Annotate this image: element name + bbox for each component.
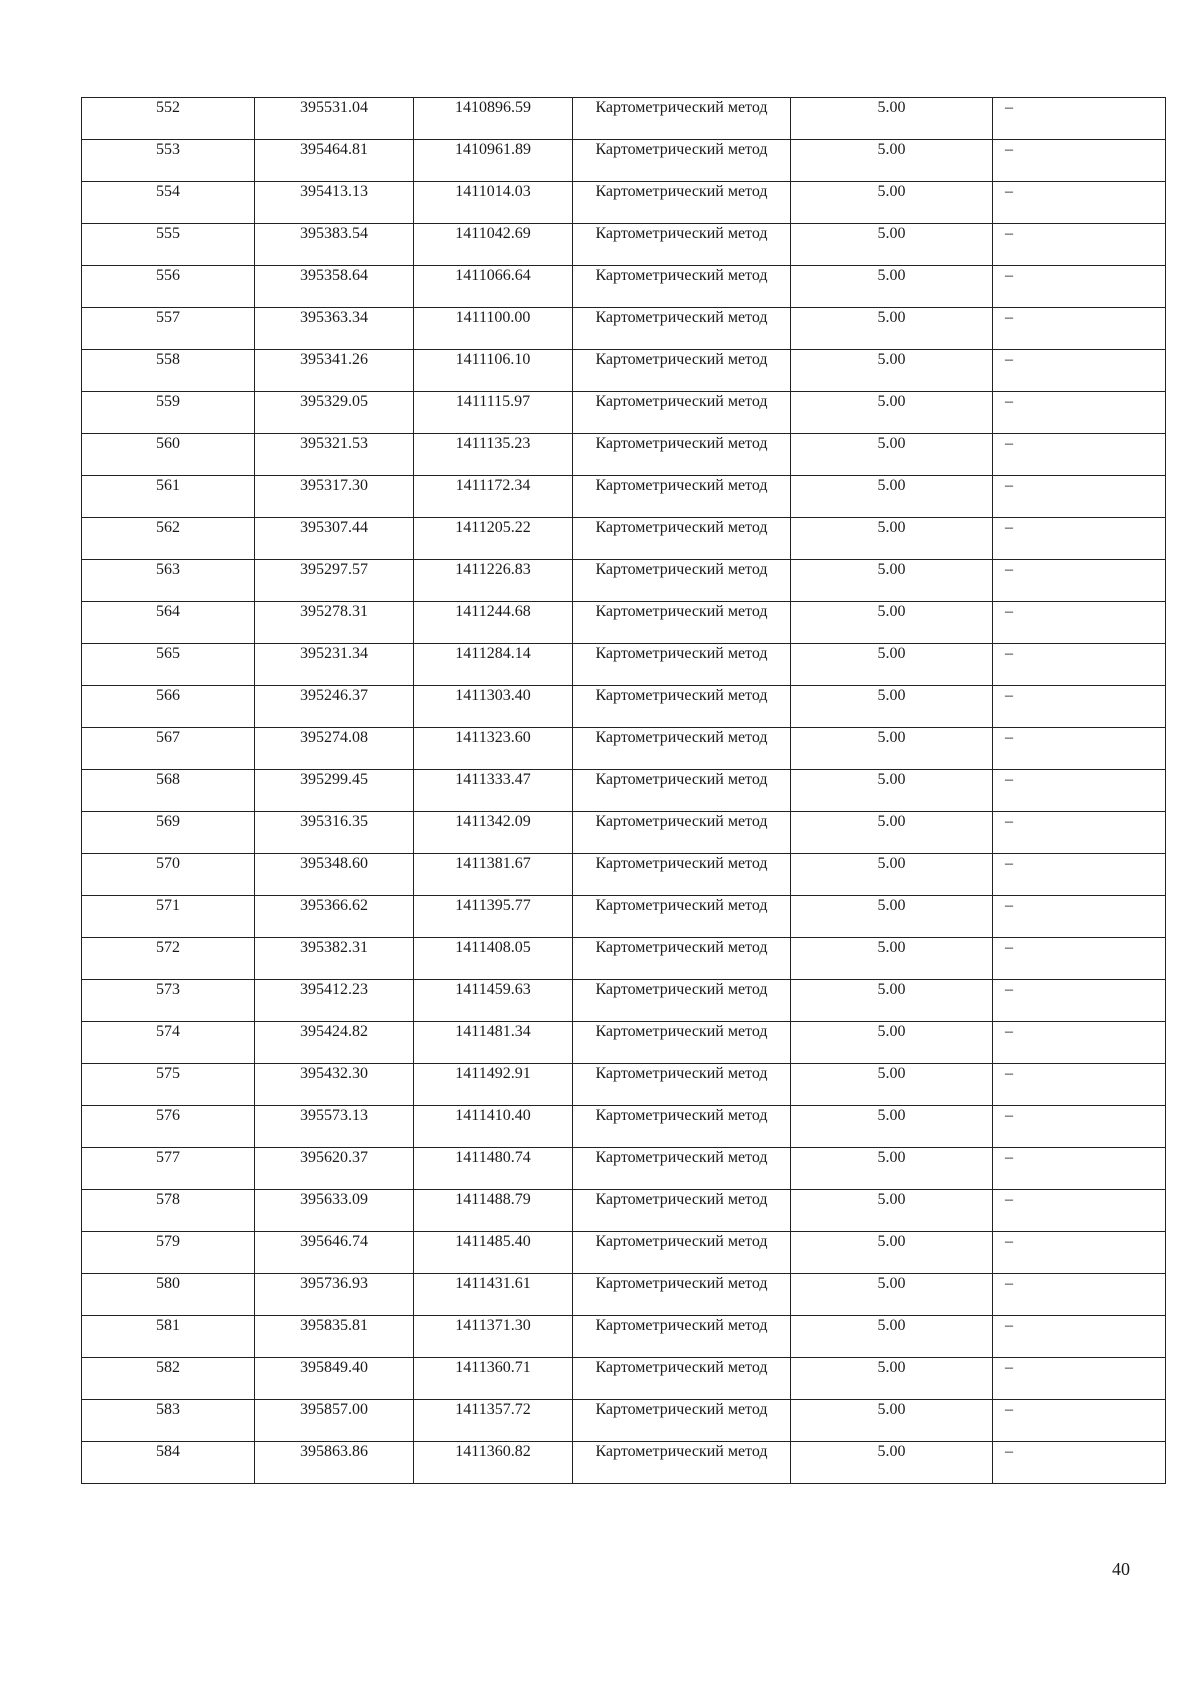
description-cell: – — [993, 1316, 1166, 1358]
method-cell: Картометрический метод — [573, 770, 791, 812]
description-cell: – — [993, 686, 1166, 728]
description-cell: – — [993, 1106, 1166, 1148]
x-coordinate-cell: 395366.62 — [255, 896, 414, 938]
description-cell: – — [993, 1358, 1166, 1400]
description-cell: – — [993, 350, 1166, 392]
description-cell: – — [993, 1064, 1166, 1106]
x-coordinate-cell: 395573.13 — [255, 1106, 414, 1148]
table-row — [82, 1274, 1166, 1316]
description-cell: – — [993, 896, 1166, 938]
y-coordinate-cell: 1411408.05 — [414, 938, 573, 980]
description-cell: – — [993, 434, 1166, 476]
description-cell: – — [993, 812, 1166, 854]
method-cell: Картометрический метод — [573, 560, 791, 602]
description-cell: – — [993, 308, 1166, 350]
description-cell: – — [993, 392, 1166, 434]
point-number-cell: 562 — [82, 518, 255, 560]
method-cell: Картометрический метод — [573, 1106, 791, 1148]
table-row — [82, 308, 1166, 350]
x-coordinate-cell: 395274.08 — [255, 728, 414, 770]
table-row — [82, 896, 1166, 938]
method-cell: Картометрический метод — [573, 434, 791, 476]
accuracy-cell: 5.00 — [791, 644, 993, 686]
table-row — [82, 1106, 1166, 1148]
point-number-cell: 566 — [82, 686, 255, 728]
table-row — [82, 98, 1166, 140]
method-cell: Картометрический метод — [573, 266, 791, 308]
method-cell: Картометрический метод — [573, 686, 791, 728]
table-row — [82, 980, 1166, 1022]
y-coordinate-cell: 1411481.34 — [414, 1022, 573, 1064]
y-coordinate-cell: 1411342.09 — [414, 812, 573, 854]
accuracy-cell: 5.00 — [791, 812, 993, 854]
accuracy-cell: 5.00 — [791, 1148, 993, 1190]
accuracy-cell: 5.00 — [791, 1442, 993, 1484]
accuracy-cell: 5.00 — [791, 266, 993, 308]
accuracy-cell: 5.00 — [791, 434, 993, 476]
method-cell: Картометрический метод — [573, 644, 791, 686]
y-coordinate-cell: 1411431.61 — [414, 1274, 573, 1316]
description-cell: – — [993, 854, 1166, 896]
y-coordinate-cell: 1411226.83 — [414, 560, 573, 602]
y-coordinate-cell: 1411492.91 — [414, 1064, 573, 1106]
x-coordinate-cell: 395341.26 — [255, 350, 414, 392]
point-number-cell: 553 — [82, 140, 255, 182]
y-coordinate-cell: 1411480.74 — [414, 1148, 573, 1190]
table-row — [82, 140, 1166, 182]
description-cell: – — [993, 224, 1166, 266]
point-number-cell: 554 — [82, 182, 255, 224]
y-coordinate-cell: 1411485.40 — [414, 1232, 573, 1274]
x-coordinate-cell: 395317.30 — [255, 476, 414, 518]
table-row — [82, 1148, 1166, 1190]
x-coordinate-cell: 395358.64 — [255, 266, 414, 308]
accuracy-cell: 5.00 — [791, 1274, 993, 1316]
table-row — [82, 350, 1166, 392]
x-coordinate-cell: 395316.35 — [255, 812, 414, 854]
method-cell: Картометрический метод — [573, 1064, 791, 1106]
description-cell: – — [993, 938, 1166, 980]
point-number-cell: 582 — [82, 1358, 255, 1400]
y-coordinate-cell: 1411360.82 — [414, 1442, 573, 1484]
table-row — [82, 644, 1166, 686]
point-number-cell: 560 — [82, 434, 255, 476]
y-coordinate-cell: 1410961.89 — [414, 140, 573, 182]
coordinates-table-body — [82, 98, 1166, 1484]
method-cell: Картометрический метод — [573, 518, 791, 560]
table-row — [82, 1358, 1166, 1400]
point-number-cell: 555 — [82, 224, 255, 266]
coordinates-table — [81, 97, 1166, 1484]
y-coordinate-cell: 1411333.47 — [414, 770, 573, 812]
y-coordinate-cell: 1411100.00 — [414, 308, 573, 350]
table-row — [82, 392, 1166, 434]
method-cell: Картометрический метод — [573, 854, 791, 896]
accuracy-cell: 5.00 — [791, 224, 993, 266]
accuracy-cell: 5.00 — [791, 308, 993, 350]
y-coordinate-cell: 1411172.34 — [414, 476, 573, 518]
x-coordinate-cell: 395633.09 — [255, 1190, 414, 1232]
y-coordinate-cell: 1411205.22 — [414, 518, 573, 560]
y-coordinate-cell: 1411323.60 — [414, 728, 573, 770]
description-cell: – — [993, 1442, 1166, 1484]
point-number-cell: 558 — [82, 350, 255, 392]
method-cell: Картометрический метод — [573, 308, 791, 350]
x-coordinate-cell: 395464.81 — [255, 140, 414, 182]
table-row — [82, 266, 1166, 308]
accuracy-cell: 5.00 — [791, 980, 993, 1022]
x-coordinate-cell: 395432.30 — [255, 1064, 414, 1106]
y-coordinate-cell: 1411042.69 — [414, 224, 573, 266]
y-coordinate-cell: 1411459.63 — [414, 980, 573, 1022]
method-cell: Картометрический метод — [573, 476, 791, 518]
x-coordinate-cell: 395246.37 — [255, 686, 414, 728]
table-row — [82, 770, 1166, 812]
table-row — [82, 1064, 1166, 1106]
accuracy-cell: 5.00 — [791, 1316, 993, 1358]
description-cell: – — [993, 980, 1166, 1022]
accuracy-cell: 5.00 — [791, 602, 993, 644]
y-coordinate-cell: 1411303.40 — [414, 686, 573, 728]
description-cell: – — [993, 1232, 1166, 1274]
point-number-cell: 580 — [82, 1274, 255, 1316]
accuracy-cell: 5.00 — [791, 896, 993, 938]
x-coordinate-cell: 395863.86 — [255, 1442, 414, 1484]
table-row — [82, 182, 1166, 224]
description-cell: – — [993, 770, 1166, 812]
y-coordinate-cell: 1411357.72 — [414, 1400, 573, 1442]
x-coordinate-cell: 395329.05 — [255, 392, 414, 434]
accuracy-cell: 5.00 — [791, 350, 993, 392]
x-coordinate-cell: 395383.54 — [255, 224, 414, 266]
page-number: 40 — [1112, 1559, 1130, 1579]
description-cell: – — [993, 1400, 1166, 1442]
accuracy-cell: 5.00 — [791, 1358, 993, 1400]
point-number-cell: 579 — [82, 1232, 255, 1274]
table-row — [82, 476, 1166, 518]
y-coordinate-cell: 1411488.79 — [414, 1190, 573, 1232]
point-number-cell: 561 — [82, 476, 255, 518]
table-row — [82, 224, 1166, 266]
x-coordinate-cell: 395363.34 — [255, 308, 414, 350]
accuracy-cell: 5.00 — [791, 182, 993, 224]
x-coordinate-cell: 395736.93 — [255, 1274, 414, 1316]
point-number-cell: 574 — [82, 1022, 255, 1064]
point-number-cell: 572 — [82, 938, 255, 980]
x-coordinate-cell: 395299.45 — [255, 770, 414, 812]
description-cell: – — [993, 644, 1166, 686]
x-coordinate-cell: 395620.37 — [255, 1148, 414, 1190]
point-number-cell: 576 — [82, 1106, 255, 1148]
point-number-cell: 571 — [82, 896, 255, 938]
method-cell: Картометрический метод — [573, 728, 791, 770]
table-row — [82, 434, 1166, 476]
x-coordinate-cell: 395231.34 — [255, 644, 414, 686]
description-cell: – — [993, 1148, 1166, 1190]
accuracy-cell: 5.00 — [791, 938, 993, 980]
accuracy-cell: 5.00 — [791, 518, 993, 560]
accuracy-cell: 5.00 — [791, 140, 993, 182]
table-row — [82, 938, 1166, 980]
y-coordinate-cell: 1411284.14 — [414, 644, 573, 686]
point-number-cell: 575 — [82, 1064, 255, 1106]
table-row — [82, 686, 1166, 728]
point-number-cell: 565 — [82, 644, 255, 686]
y-coordinate-cell: 1411244.68 — [414, 602, 573, 644]
x-coordinate-cell: 395835.81 — [255, 1316, 414, 1358]
table-row — [82, 1316, 1166, 1358]
method-cell: Картометрический метод — [573, 1022, 791, 1064]
accuracy-cell: 5.00 — [791, 98, 993, 140]
accuracy-cell: 5.00 — [791, 1022, 993, 1064]
x-coordinate-cell: 395413.13 — [255, 182, 414, 224]
accuracy-cell: 5.00 — [791, 770, 993, 812]
method-cell: Картометрический метод — [573, 602, 791, 644]
point-number-cell: 570 — [82, 854, 255, 896]
x-coordinate-cell: 395412.23 — [255, 980, 414, 1022]
point-number-cell: 583 — [82, 1400, 255, 1442]
y-coordinate-cell: 1411014.03 — [414, 182, 573, 224]
table-row — [82, 1022, 1166, 1064]
method-cell: Картометрический метод — [573, 1442, 791, 1484]
accuracy-cell: 5.00 — [791, 392, 993, 434]
accuracy-cell: 5.00 — [791, 476, 993, 518]
table-row — [82, 728, 1166, 770]
accuracy-cell: 5.00 — [791, 1190, 993, 1232]
description-cell: – — [993, 1190, 1166, 1232]
method-cell: Картометрический метод — [573, 938, 791, 980]
y-coordinate-cell: 1410896.59 — [414, 98, 573, 140]
table-row — [82, 560, 1166, 602]
point-number-cell: 577 — [82, 1148, 255, 1190]
accuracy-cell: 5.00 — [791, 1400, 993, 1442]
point-number-cell: 567 — [82, 728, 255, 770]
point-number-cell: 557 — [82, 308, 255, 350]
method-cell: Картометрический метод — [573, 896, 791, 938]
method-cell: Картометрический метод — [573, 812, 791, 854]
y-coordinate-cell: 1411410.40 — [414, 1106, 573, 1148]
method-cell: Картометрический метод — [573, 980, 791, 1022]
y-coordinate-cell: 1411135.23 — [414, 434, 573, 476]
point-number-cell: 564 — [82, 602, 255, 644]
method-cell: Картометрический метод — [573, 392, 791, 434]
x-coordinate-cell: 395307.44 — [255, 518, 414, 560]
method-cell: Картометрический метод — [573, 98, 791, 140]
accuracy-cell: 5.00 — [791, 854, 993, 896]
description-cell: – — [993, 1274, 1166, 1316]
description-cell: – — [993, 266, 1166, 308]
method-cell: Картометрический метод — [573, 140, 791, 182]
method-cell: Картометрический метод — [573, 350, 791, 392]
y-coordinate-cell: 1411360.71 — [414, 1358, 573, 1400]
y-coordinate-cell: 1411106.10 — [414, 350, 573, 392]
table-row — [82, 1442, 1166, 1484]
description-cell: – — [993, 140, 1166, 182]
table-row — [82, 812, 1166, 854]
description-cell: – — [993, 1022, 1166, 1064]
point-number-cell: 552 — [82, 98, 255, 140]
description-cell: – — [993, 602, 1166, 644]
accuracy-cell: 5.00 — [791, 560, 993, 602]
method-cell: Картометрический метод — [573, 1316, 791, 1358]
point-number-cell: 573 — [82, 980, 255, 1022]
accuracy-cell: 5.00 — [791, 1064, 993, 1106]
method-cell: Картометрический метод — [573, 1232, 791, 1274]
description-cell: – — [993, 560, 1166, 602]
y-coordinate-cell: 1411371.30 — [414, 1316, 573, 1358]
method-cell: Картометрический метод — [573, 224, 791, 266]
description-cell: – — [993, 182, 1166, 224]
x-coordinate-cell: 395321.53 — [255, 434, 414, 476]
table-row — [82, 1190, 1166, 1232]
x-coordinate-cell: 395348.60 — [255, 854, 414, 896]
point-number-cell: 584 — [82, 1442, 255, 1484]
x-coordinate-cell: 395857.00 — [255, 1400, 414, 1442]
table-row — [82, 854, 1166, 896]
accuracy-cell: 5.00 — [791, 1106, 993, 1148]
method-cell: Картометрический метод — [573, 1400, 791, 1442]
point-number-cell: 578 — [82, 1190, 255, 1232]
accuracy-cell: 5.00 — [791, 1232, 993, 1274]
x-coordinate-cell: 395531.04 — [255, 98, 414, 140]
point-number-cell: 559 — [82, 392, 255, 434]
table-row — [82, 602, 1166, 644]
point-number-cell: 568 — [82, 770, 255, 812]
coordinates-table-container — [81, 97, 1165, 1508]
accuracy-cell: 5.00 — [791, 686, 993, 728]
x-coordinate-cell: 395297.57 — [255, 560, 414, 602]
x-coordinate-cell: 395424.82 — [255, 1022, 414, 1064]
point-number-cell: 581 — [82, 1316, 255, 1358]
method-cell: Картометрический метод — [573, 1274, 791, 1316]
x-coordinate-cell: 395849.40 — [255, 1358, 414, 1400]
table-row — [82, 1400, 1166, 1442]
x-coordinate-cell: 395646.74 — [255, 1232, 414, 1274]
description-cell: – — [993, 518, 1166, 560]
method-cell: Картометрический метод — [573, 1190, 791, 1232]
description-cell: – — [993, 98, 1166, 140]
y-coordinate-cell: 1411381.67 — [414, 854, 573, 896]
point-number-cell: 556 — [82, 266, 255, 308]
table-row — [82, 518, 1166, 560]
table-row — [82, 1232, 1166, 1274]
y-coordinate-cell: 1411115.97 — [414, 392, 573, 434]
accuracy-cell: 5.00 — [791, 728, 993, 770]
x-coordinate-cell: 395382.31 — [255, 938, 414, 980]
description-cell: – — [993, 476, 1166, 518]
point-number-cell: 569 — [82, 812, 255, 854]
method-cell: Картометрический метод — [573, 1358, 791, 1400]
method-cell: Картометрический метод — [573, 1148, 791, 1190]
y-coordinate-cell: 1411066.64 — [414, 266, 573, 308]
description-cell: – — [993, 728, 1166, 770]
y-coordinate-cell: 1411395.77 — [414, 896, 573, 938]
x-coordinate-cell: 395278.31 — [255, 602, 414, 644]
method-cell: Картометрический метод — [573, 182, 791, 224]
point-number-cell: 563 — [82, 560, 255, 602]
